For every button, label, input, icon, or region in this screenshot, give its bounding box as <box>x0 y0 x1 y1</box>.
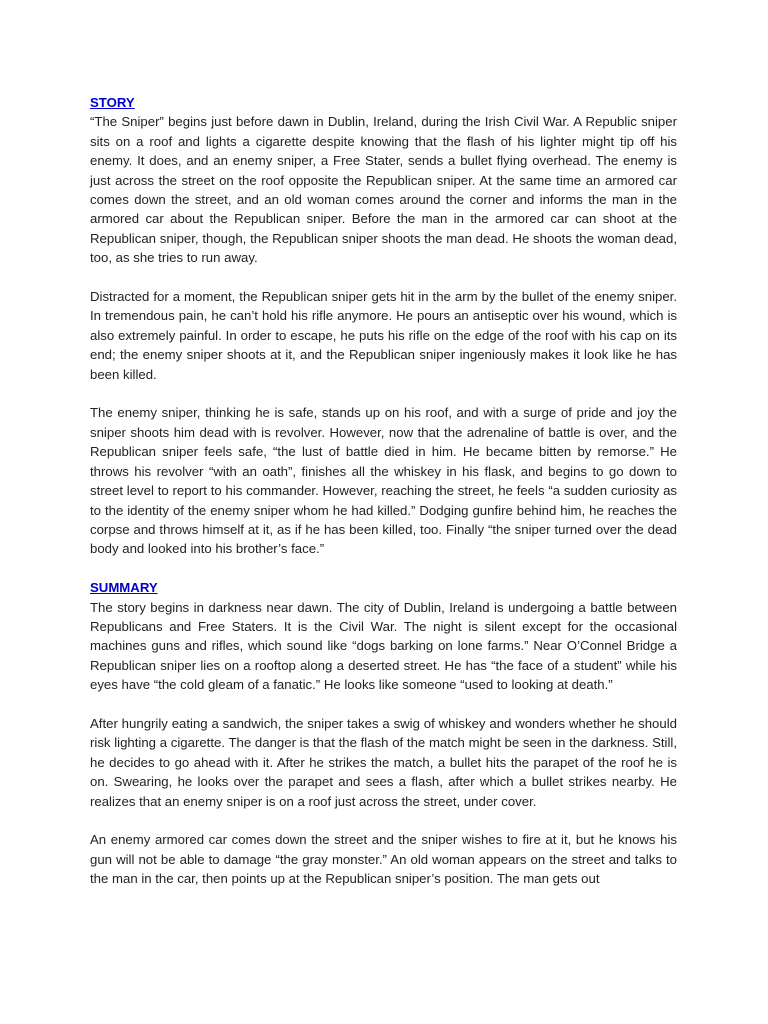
summary-section <box>90 578 677 888</box>
story-paragraph: “The Sniper” begins just before dawn in Dublin, Ireland, during the Irish Civil War. A Republic sniper sits on a roof and lights a cigarette despite knowing that the flash of his lighter might tip off his enemy. It does, and an enemy sniper, a Free Stater, sends a bullet flying overhead. The enemy is just across the street on the roof opposite the Republican sniper. At the same time an armored car comes down the street, and an old woman comes around the corner and informs the man in the armored car about the Republican sniper. Before the man in the armored car can shoot at the Republican sniper, though, the Republican sniper shoots the man dead. He shoots the woman dead, too, as she tries to run away. <box>90 114 677 266</box>
story-section <box>90 93 677 559</box>
story-paragraph: The enemy sniper, thinking he is safe, stands up on his roof, and with a surge of pride and joy the sniper shoots him dead with is revolver. However, now that the adrenaline of battle is over, and the Republican sniper feels safe, “the lust of battle died in him. He became bitten by remorse.” He throws his revolver “with an oath”, finishes all the whiskey in his flask, and begins to go down to street level to report to his commander. However, reaching the street, he feels “a sudden curiosity as to the identity of the enemy sniper whom he had killed.” Dodging gunfire behind him, he reaches the corpse and throws himself at it, as if he has been killed, too. Finally “the sniper turned over the dead body and looked into his brother’s face.” <box>90 405 677 557</box>
summary-paragraph: An enemy armored car comes down the street and the sniper wishes to fire at it, but he knows his gun will not be able to damage “the gray monster.” An old woman appears on the street and talks to the man in the car, then points up at the Republican sniper’s position. The man gets out <box>90 832 677 887</box>
document-page <box>90 93 677 889</box>
summary-paragraph: The story begins in darkness near dawn. The city of Dublin, Ireland is undergoing a battle between Republicans and Free Staters. It is the Civil War. The night is silent except for the occasional machines guns and rifles, which sound like “dogs barking on lone farms.” Near O’Connel Bridge a Republican sniper lies on a rooftop along a deserted street. He has “the face of a student” while his eyes have “the cold gleam of a fanatic.” He looks like someone “used to looking at death.” <box>90 599 677 693</box>
summary-paragraph: After hungrily eating a sandwich, the sniper takes a swig of whiskey and wonders whether he should risk lighting a cigarette. The danger is that the flash of the match might be seen in the darkness. Still, he decides to go ahead with it. After he strikes the match, a bullet hits the parapet of the roof he is on. Swearing, he looks over the parapet and sees a flash, after which a bullet strikes nearby. He realizes that an enemy sniper is on a roof just across the street, under cover. <box>90 715 677 809</box>
story-paragraph: Distracted for a moment, the Republican sniper gets hit in the arm by the bullet of the enemy sniper. In tremendous pain, he can’t hold his rifle anymore. He pours an antiseptic over his wound, which is also extremely painful. In order to escape, he puts his rifle on the edge of the roof with his cap on its end; the enemy sniper shoots at it, and the Republican sniper ingeniously makes it look like he has been killed. <box>90 289 677 382</box>
summary-heading: SUMMARY <box>90 580 158 596</box>
story-heading: STORY <box>90 95 135 110</box>
